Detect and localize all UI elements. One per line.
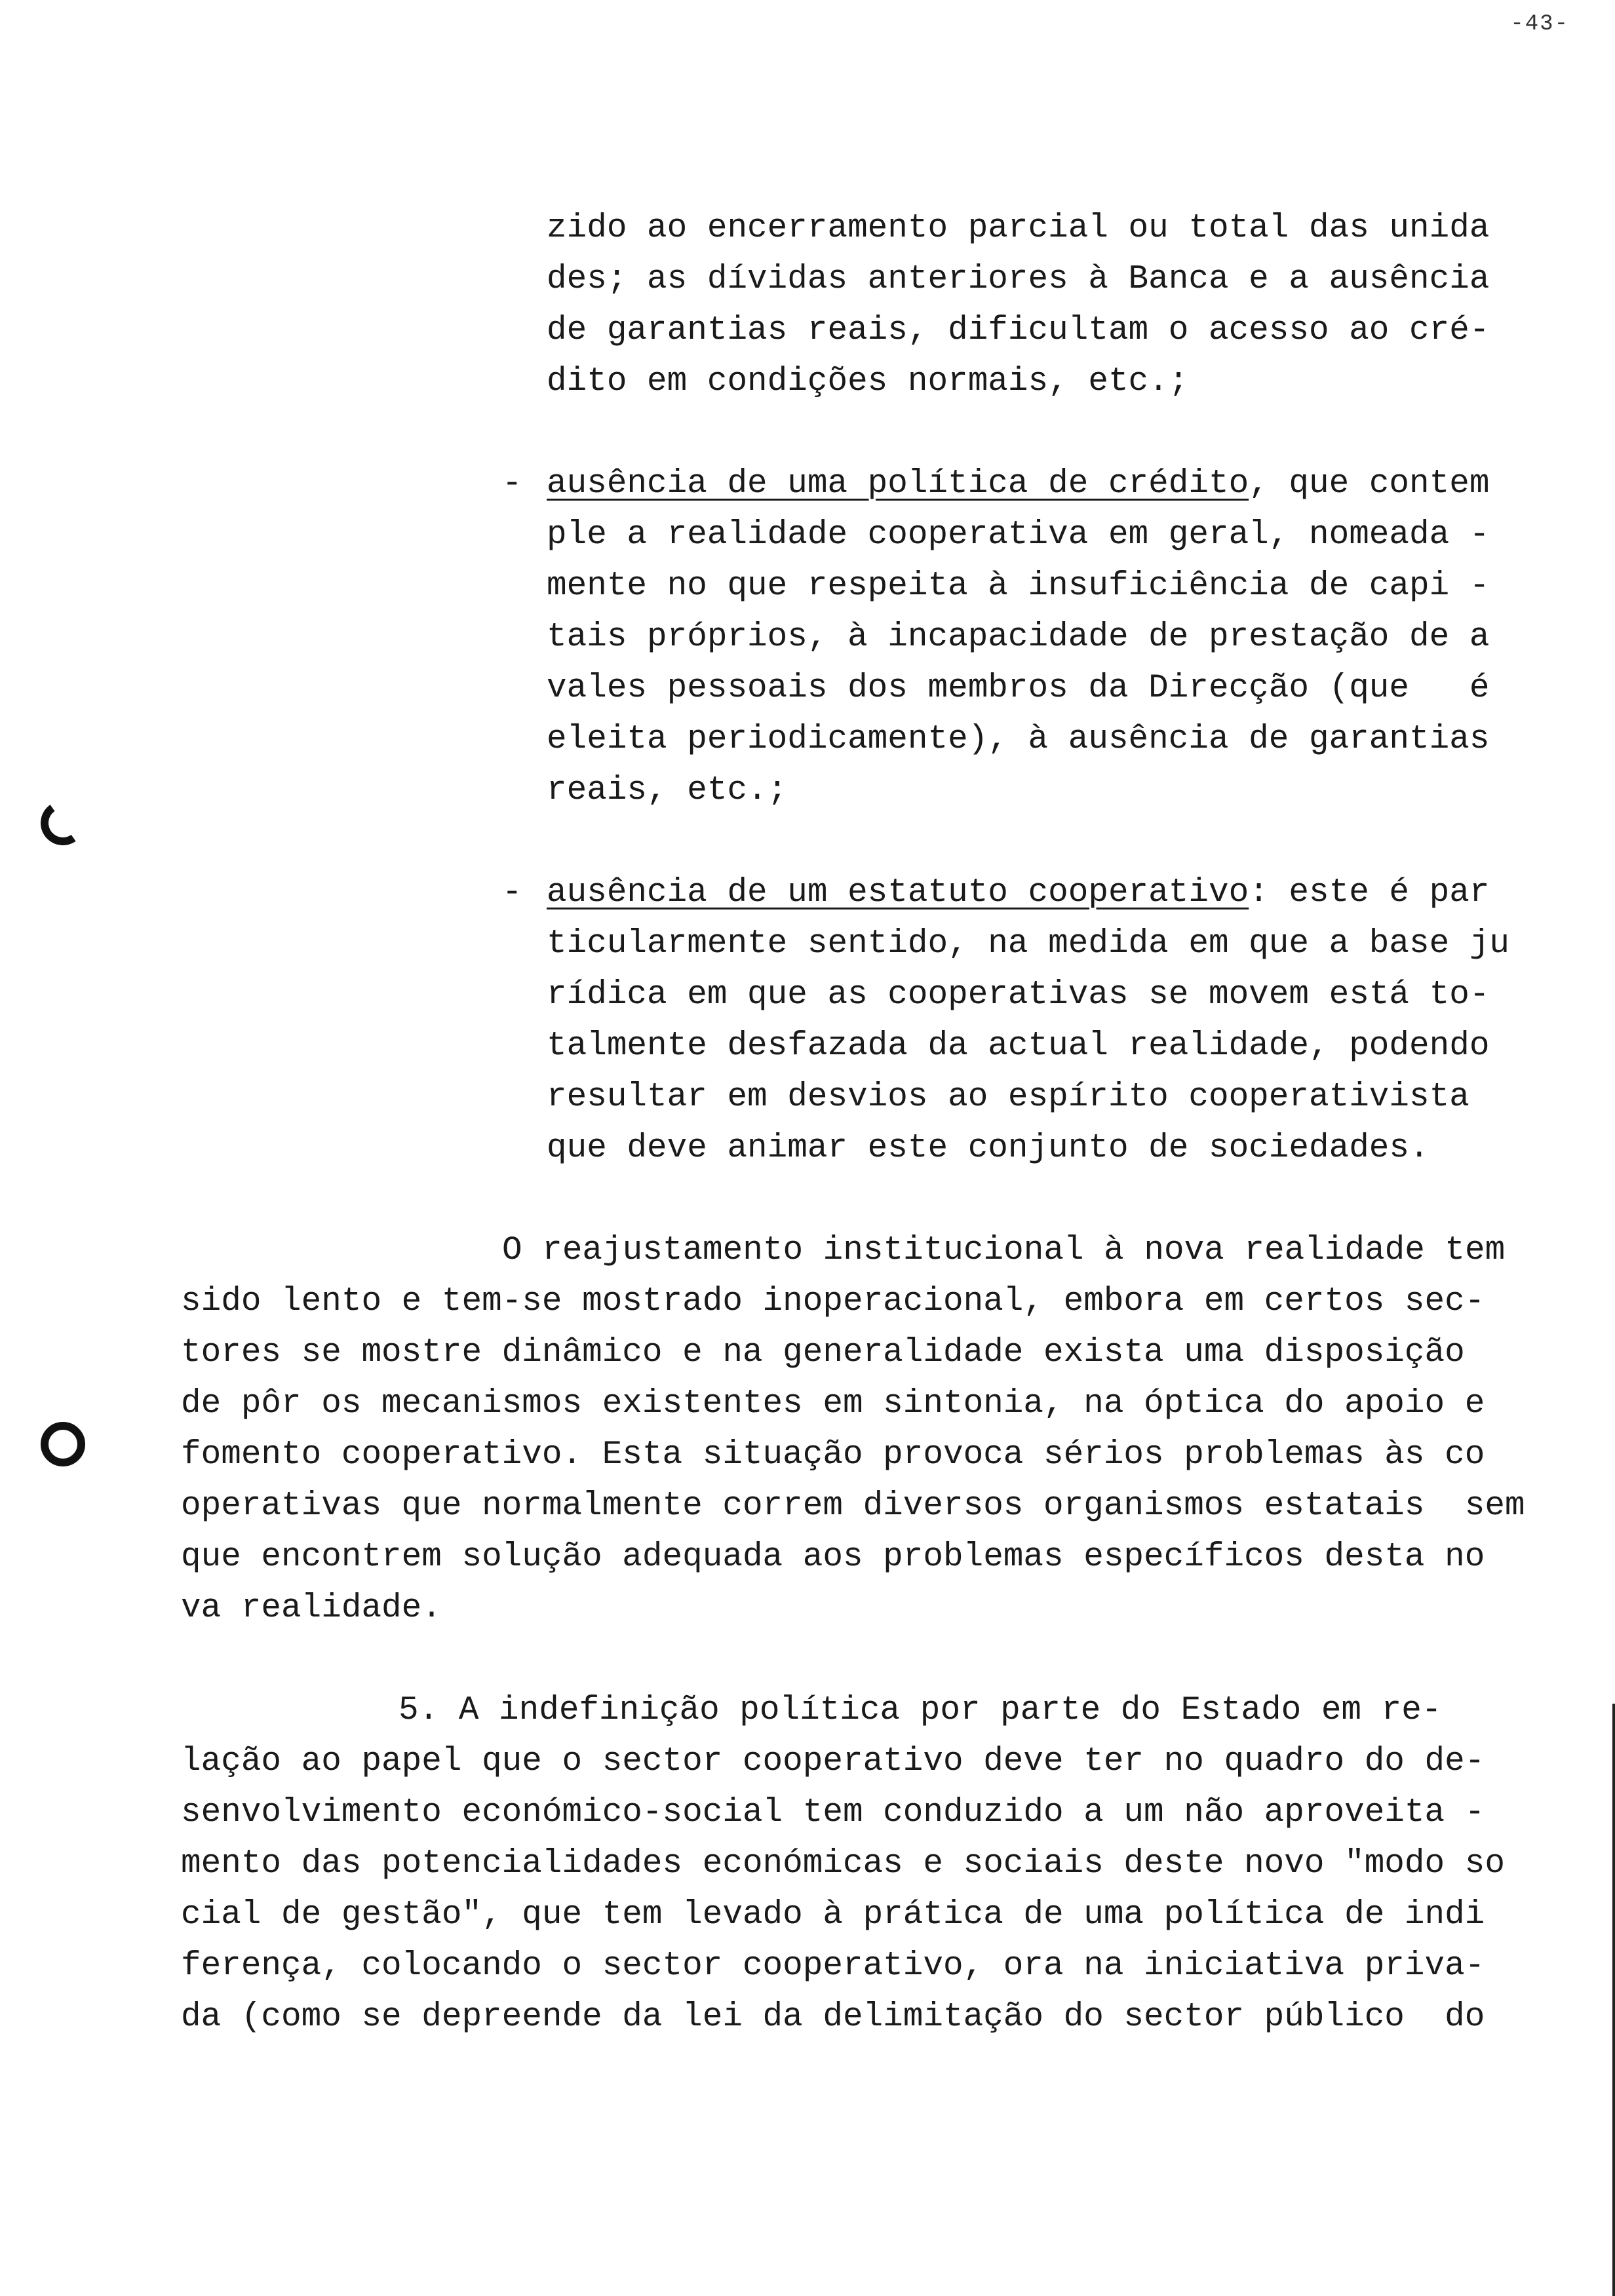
text-line: dito em condições normais, etc.; <box>547 363 1189 400</box>
text-line: mente no que respeita à insuficiência de capi - <box>547 567 1490 605</box>
text-line <box>547 868 1489 919</box>
text-line: mento das potencialidades económicas e sociais deste novo "modo so <box>181 1845 1505 1883</box>
text-line: que deve animar este conjunto de sociedades. <box>547 1130 1430 1167</box>
text-line: senvolvimento económico-social tem conduzido a um não aproveita - <box>181 1794 1485 1831</box>
text-line: ferença, colocando o sector cooperativo, ora na iniciativa priva- <box>181 1947 1485 1985</box>
bullet-dash: - <box>502 874 522 911</box>
text-line: que encontrem solução adequada aos problemas específicos desta no <box>181 1539 1485 1576</box>
text-line: sido lento e tem-se mostrado inoperacional, embora em certos sec- <box>181 1283 1485 1320</box>
bullet-dash: - <box>502 465 522 503</box>
text-line: talmente desfazada da actual realidade, podendo <box>547 1027 1490 1065</box>
text-line: eleita periodicamente), à ausência de garantias <box>547 721 1490 758</box>
text-line: resultar em desvios ao espírito cooperativista <box>547 1079 1469 1116</box>
text-fragment: : este é par <box>1249 874 1490 911</box>
text-line: de garantias reais, dificultam o acesso ao cré- <box>547 312 1490 349</box>
text-line: fomento cooperativo. Esta situação provoca sérios problemas às co <box>181 1436 1485 1474</box>
punch-hole-mark <box>37 797 89 849</box>
text-line: zido ao encerramento parcial ou total das unida <box>547 210 1490 247</box>
text-line: va realidade. <box>181 1590 442 1627</box>
text-fragment: , que contem <box>1249 465 1490 503</box>
page-edge-shadow <box>1612 1704 1615 2296</box>
text-line: da (como se depreende da lei da delimitação do sector público do <box>181 1999 1485 2036</box>
text-line: reais, etc.; <box>547 772 788 809</box>
text-line: tores se mostre dinâmico e na generalidade exista uma disposição <box>181 1334 1465 1371</box>
text-line <box>547 459 1489 510</box>
text-line: tais próprios, à incapacidade de prestação de a <box>547 619 1490 656</box>
text-line: ticularmente sentido, na medida em que a base ju <box>547 925 1510 963</box>
text-line: de pôr os mecanismos existentes em sintonia, na óptica do apoio e <box>181 1385 1485 1423</box>
underlined-phrase: ausência de uma política de crédito <box>547 465 1249 503</box>
punch-hole-mark <box>41 1422 85 1466</box>
text-line: cial de gestão", que tem levado à prática de uma política de indi <box>181 1896 1485 1934</box>
text-line: des; as dívidas anteriores à Banca e a ausência <box>547 261 1490 298</box>
text-line: O reajustamento institucional à nova realidade tem <box>502 1232 1506 1269</box>
text-line: lação ao papel que o sector cooperativo deve ter no quadro do de- <box>181 1743 1485 1780</box>
text-line: rídica em que as cooperativas se movem está to- <box>547 976 1490 1014</box>
text-line: 5. A indefinição política por parte do Estado em re- <box>399 1692 1442 1729</box>
page-number: -43- <box>1510 12 1569 37</box>
text-line: operativas que normalmente correm diversos organismos estatais sem <box>181 1487 1525 1525</box>
text-line: ple a realidade cooperativa em geral, nomeada - <box>547 516 1490 554</box>
text-line: vales pessoais dos membros da Direcção (que é <box>547 670 1490 707</box>
underlined-phrase: ausência de um estatuto cooperativo <box>547 874 1249 911</box>
